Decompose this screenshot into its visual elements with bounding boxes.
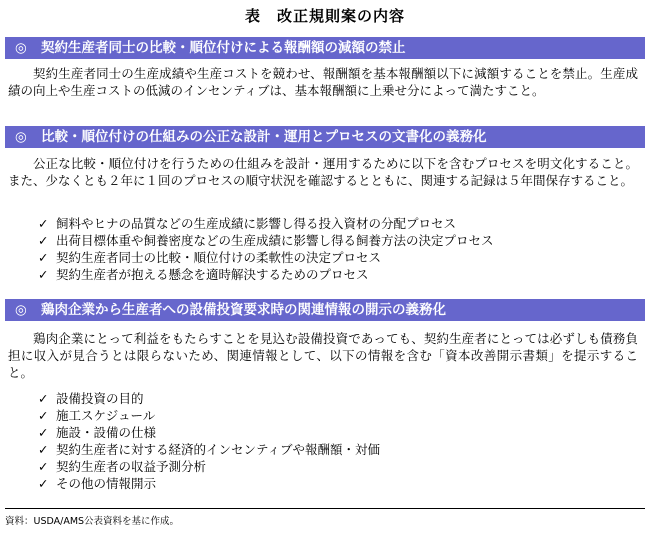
section-2-checklist [38,215,494,283]
section-1-header [5,37,645,59]
section-1-heading: 契約生産者同士の比較・順位付けによる報酬額の減額の禁止 [41,40,406,56]
list-item: ✓ 設備投資の目的 [38,391,144,406]
list-item: ✓ その他の情報開示 [38,476,157,491]
list-item: ✓ 契約生産者に対する経済的インセンティブや報酬額・対価 [38,442,381,457]
list-item: ✓ 出荷目標体重や飼養密度などの生産成績に影響し得る飼養方法の決定プロセス [38,233,494,248]
check-icon: ✓ [38,425,49,440]
list-item: ✓ 飼料やヒナの品質などの生産成績に影響し得る投入資材の分配プロセス [38,216,457,231]
double-circle-icon: ◎ [15,40,27,56]
source-note: 資料：USDA/AMS公表資料を基に作成。 [5,516,180,527]
section-3-body: 鶏肉企業にとって利益をもたらすことを見込む設備投資であっても、契約生産者にとっては必ずしも債務負担に収入が見合うとは限らないため、関連情報として、以下の情報を含む「資本改善開示書類」を提示すること。 [8,331,638,380]
list-item: ✓ 施設・設備の仕様 [38,425,157,440]
double-circle-icon: ◎ [15,129,27,145]
check-icon: ✓ [38,250,49,265]
section-2-body: 公正な比較・順位付けを行うための仕組みを設計・運用するために以下を含むプロセスを明文化すること。また、少なくとも２年に１回のプロセスの順守状況を確認するとともに、関連する記録は５年間保存すること。 [8,156,638,188]
double-circle-icon: ◎ [15,302,27,318]
list-item: ✓ 契約生産者が抱える懸念を適時解決するためのプロセス [38,267,369,282]
check-icon: ✓ [38,216,49,231]
section-3-heading: 鶏肉企業から生産者への設備投資要求時の関連情報の開示の義務化 [41,302,446,318]
check-icon: ✓ [38,442,49,457]
check-icon: ✓ [38,476,49,491]
section-1-body: 契約生産者同士の生産成績や生産コストを競わせ、報酬額を基本報酬額以下に減額することを禁止。生産成績の向上や生産コストの低減のインセンティブは、基本報酬額に上乗せ分によって満たすこと。 [8,66,638,98]
list-item: ✓ 契約生産者の収益予測分析 [38,459,207,474]
check-icon: ✓ [38,233,49,248]
footer-divider [5,508,645,509]
section-3-header [5,299,645,321]
section-2-heading: 比較・順位付けの仕組みの公正な設計・運用とプロセスの文書化の義務化 [41,129,487,145]
check-icon: ✓ [38,408,49,423]
section-3-checklist [38,390,380,492]
table-title: 表 改正規則案の内容 [244,7,405,25]
check-icon: ✓ [38,459,49,474]
check-icon: ✓ [38,391,49,406]
list-item: ✓ 施工スケジュール [38,408,156,423]
list-item: ✓ 契約生産者同士の比較・順位付けの柔軟性の決定プロセス [38,250,382,265]
section-2-header [5,126,645,148]
check-icon: ✓ [38,267,49,282]
